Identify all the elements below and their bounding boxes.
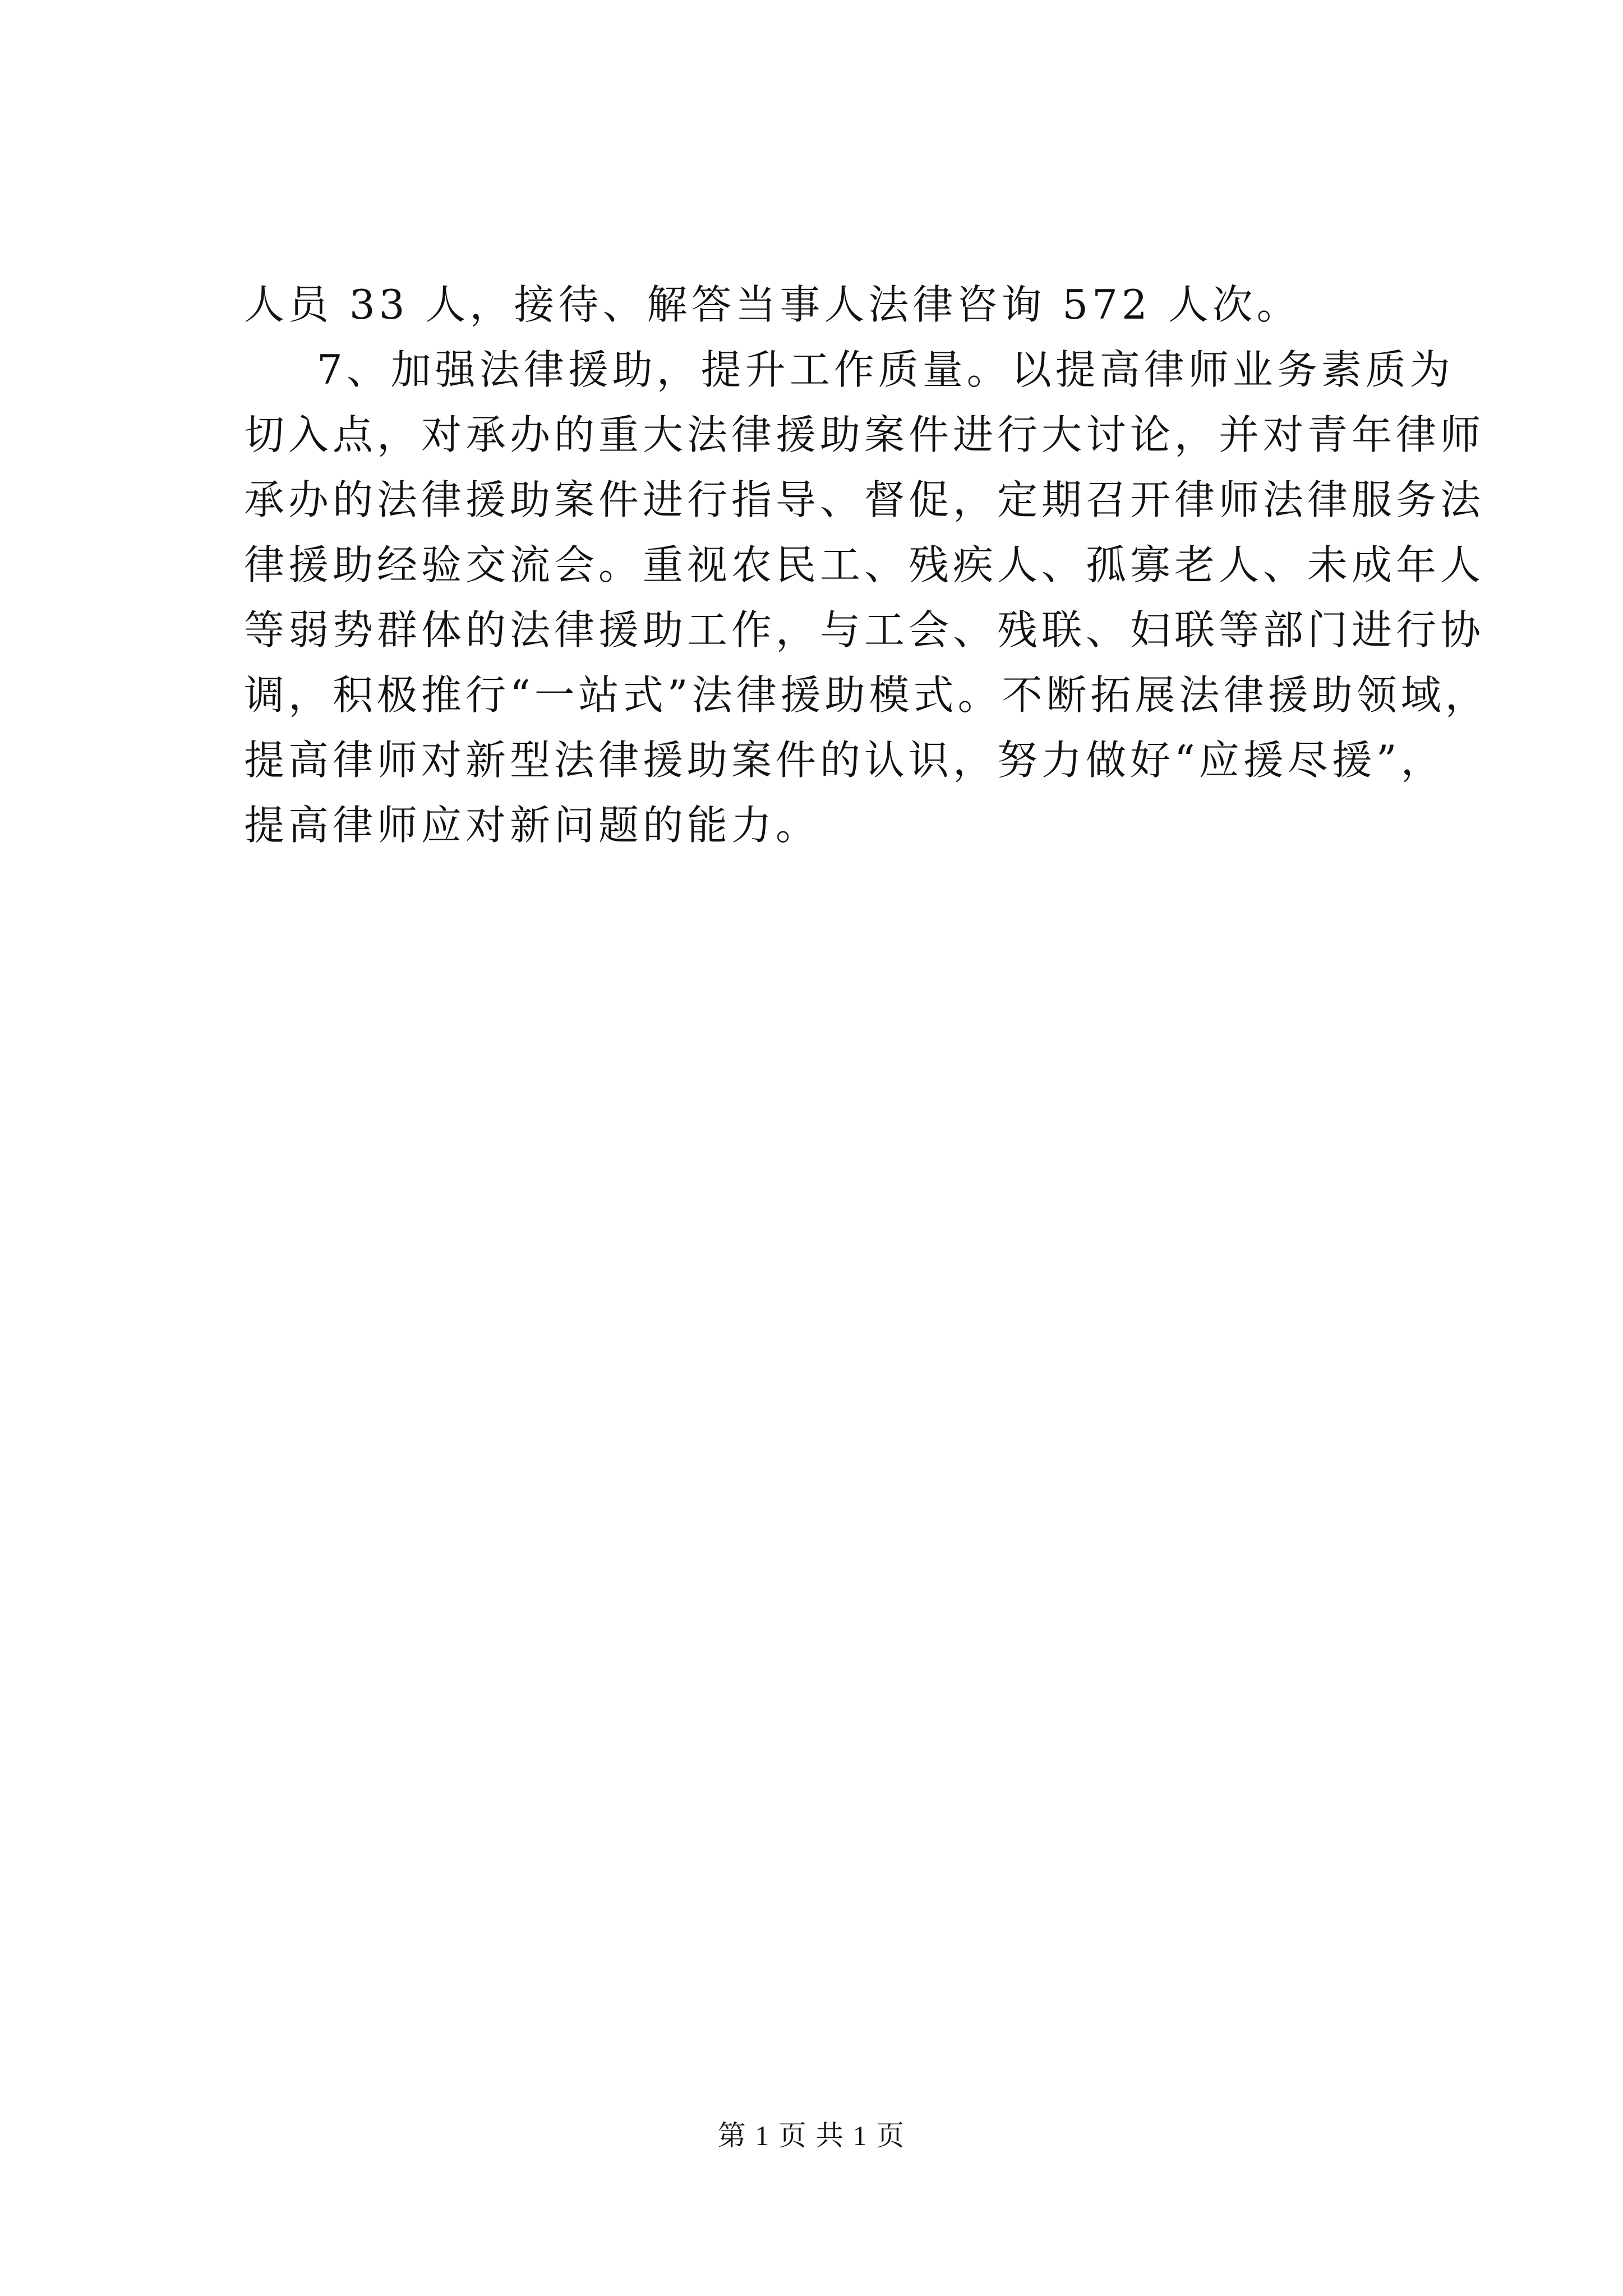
body-line: 提高律师对新型法律援助案件的认识，努力做好“应援尽援”， (244, 737, 1445, 784)
body-line: 人员 33 人，接待、解答当事人法律咨询 572 人次。 (244, 281, 1301, 328)
body-line: 提高律师应对新问题的能力。 (244, 802, 820, 849)
body-line: 调，积极推行“一站式”法律援助模式。不断拓展法律援助领域， (244, 671, 1490, 719)
page-footer: 第 1 页 共 1 页 (717, 2120, 906, 2151)
document-body (244, 272, 1490, 858)
body-line: 等弱势群体的法律援助工作，与工会、残联、妇联等部门进行协 (244, 606, 1485, 654)
body-line: 律援助经验交流会。重视农民工、残疾人、孤寡老人、未成年人 (244, 541, 1485, 588)
body-line: 切入点，对承办的重大法律援助案件进行大讨论，并对青年律师 (244, 411, 1485, 458)
paragraph-first-line: 7、加强法律援助，提升工作质量。以提高律师业务素质为 (317, 346, 1454, 393)
body-line: 承办的法律援助案件进行指导、督促，定期召开律师法律服务法 (244, 476, 1485, 523)
